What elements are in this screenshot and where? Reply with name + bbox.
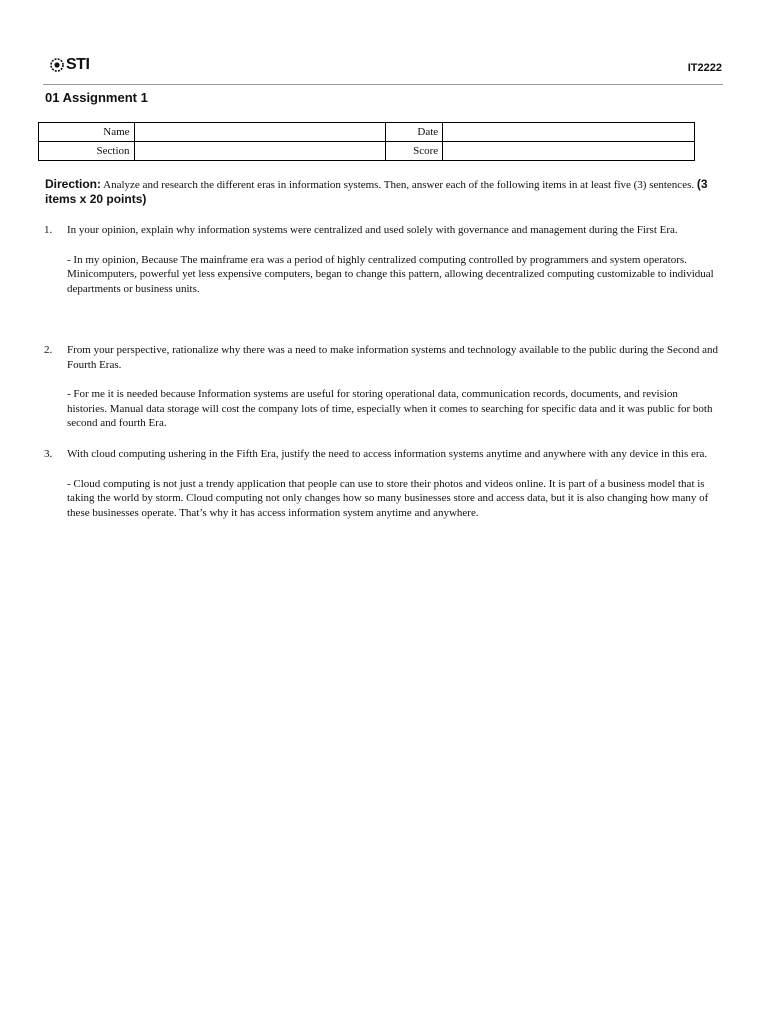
question-number: 1. [44, 224, 53, 236]
header-divider [43, 84, 723, 85]
section-label: Section [39, 142, 135, 161]
question-item-1 [44, 223, 720, 296]
direction-paragraph [45, 177, 725, 207]
answer-text: - In my opinion, Because The mainframe era was a period of highly centralized computing controlled by programmers and system operators. Minicomputers, powerful yet less expensive computers, began to change this pattern, allowing decentralized computing customizable to individual departments or business units. [67, 253, 714, 295]
page-title: 01 Assignment 1 [45, 90, 148, 105]
question-number: 2. [44, 344, 53, 356]
question-item-2 [44, 343, 720, 431]
sti-logo [50, 56, 89, 74]
sti-logo-icon [50, 58, 64, 72]
date-field[interactable] [443, 123, 695, 142]
name-label: Name [39, 123, 135, 142]
question-number: 3. [44, 448, 53, 460]
date-label: Date [386, 123, 443, 142]
direction-label: Direction: [45, 177, 102, 191]
direction-text: Analyze and research the different eras in information systems. Then, answer each of the following items in at least five (3) sentences. [101, 179, 697, 191]
score-field[interactable] [443, 142, 695, 161]
student-info-table [38, 122, 695, 161]
question-text: From your perspective, rationalize why there was a need to make information systems and technology available to the public during the Second and Fourth Eras. [67, 344, 718, 371]
section-field[interactable] [134, 142, 386, 161]
answer-text: - Cloud computing is not just a trendy application that people can use to store their photos and videos online. It is part of a business model that is taking the world by storm. Cloud computing not only changes how so many businesses store and access data, but it is also changing how many of these businesses operate. That’s why it has access information system anytime and anywhere. [67, 477, 709, 519]
question-text: In your opinion, explain why information systems were centralized and used solely with governance and management during the First Era. [67, 224, 678, 236]
info-row-section [39, 142, 695, 161]
info-row-name [39, 123, 695, 142]
question-text: With cloud computing ushering in the Fifth Era, justify the need to access information systems anytime and anywhere with any device in this era. [67, 448, 708, 460]
score-label: Score [386, 142, 443, 161]
course-code: IT2222 [687, 62, 722, 74]
answer-text: - For me it is needed because Information systems are useful for storing operational data, communication records, documents, and revision histories. Manual data storage will cost the company lots of time, especially when it comes to searching for specific data and it was public for both second and fourth Era. [67, 388, 713, 429]
question-item-3 [44, 447, 720, 520]
name-field[interactable] [134, 123, 386, 142]
logo-text: STI [66, 56, 90, 73]
direction-points: (3 items x 20 points) [45, 177, 708, 206]
